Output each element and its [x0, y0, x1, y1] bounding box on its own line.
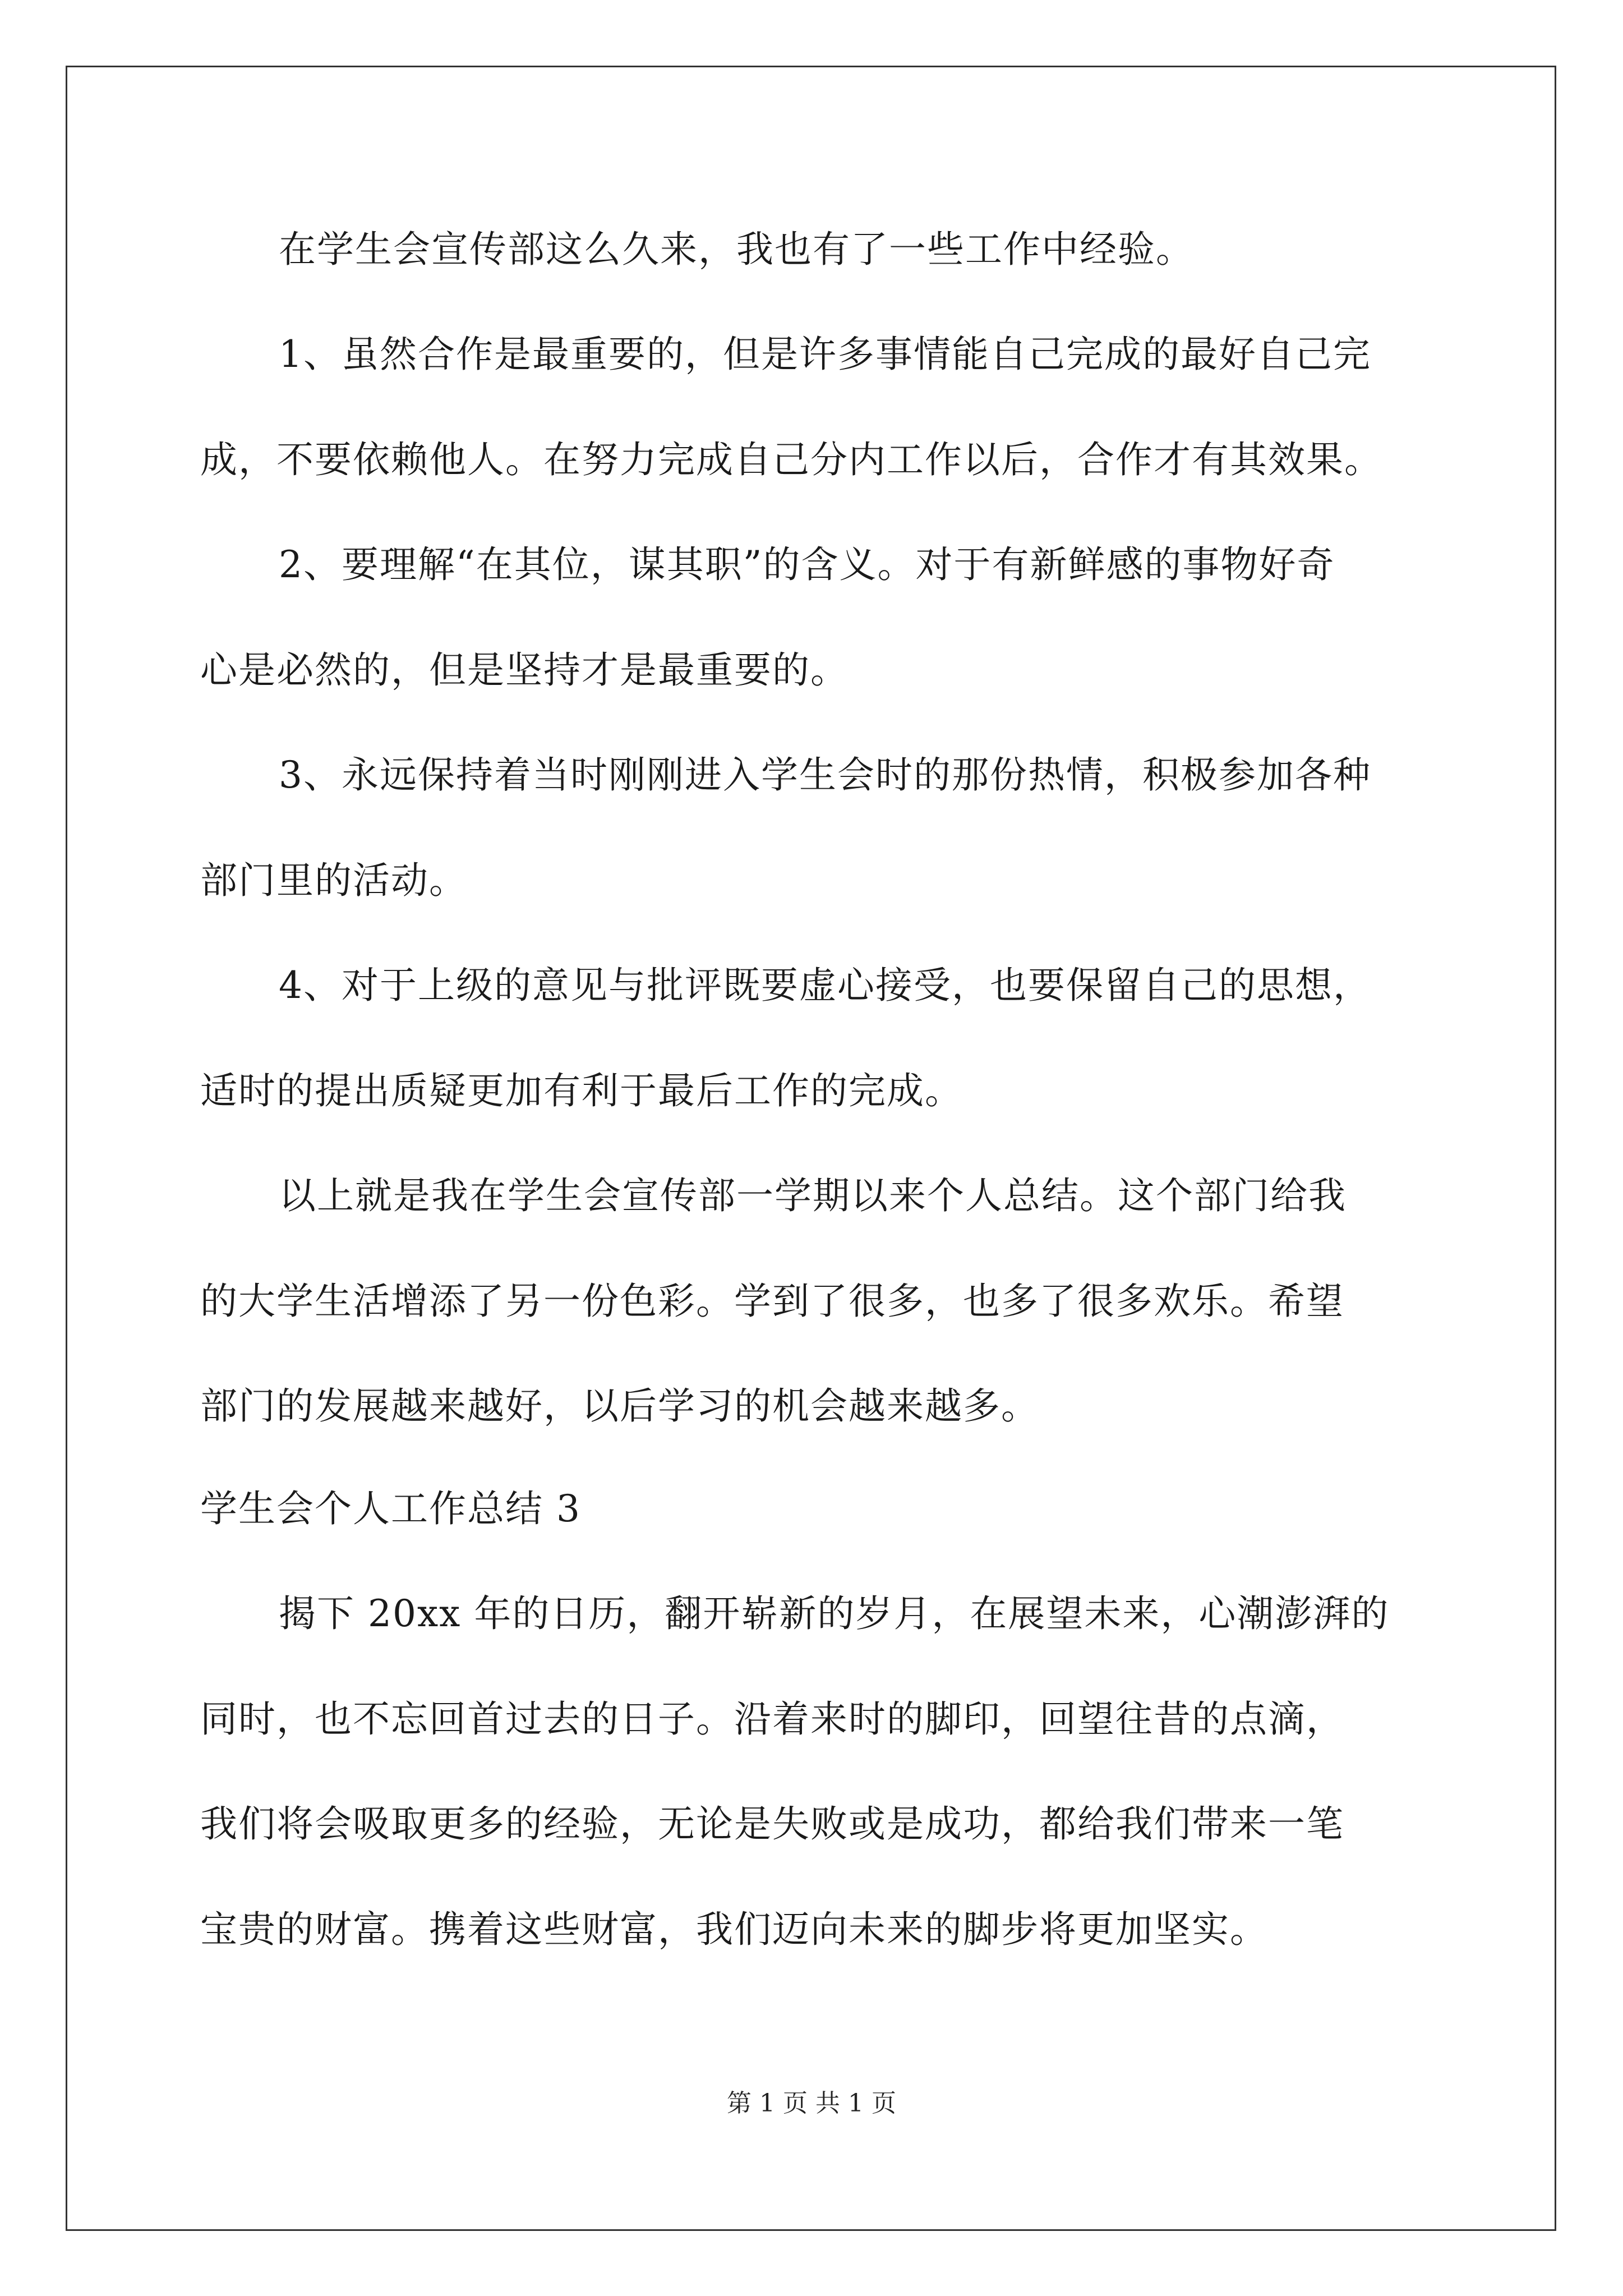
paragraph-line: 2、要理解“在其位，谋其职”的含义。对于有新鲜感的事物好奇 — [279, 543, 1335, 586]
paragraph-line: 宝贵的财富。携着这些财富，我们迈向未来的脚步将更加坚实。 — [200, 1908, 1268, 1951]
paragraph-line: 我们将会吸取更多的经验，无论是失败或是成功，都给我们带来一笔 — [200, 1802, 1344, 1846]
paragraph-line: 在学生会宣传部这么久来，我也有了一些工作中经验。 — [279, 228, 1194, 271]
section-heading: 学生会个人工作总结 3 — [200, 1487, 581, 1530]
paragraph-line: 适时的提出质疑更加有利于最后工作的完成。 — [200, 1069, 963, 1112]
paragraph-line: 1、虽然合作是最重要的，但是许多事情能自己完成的最好自己完 — [279, 333, 1371, 376]
paragraph-line: 同时，也不忘回首过去的日子。沿着来时的脚印，回望往昔的点滴， — [200, 1697, 1344, 1741]
paragraph-line: 以上就是我在学生会宣传部一学期以来个人总结。这个部门给我 — [279, 1174, 1347, 1217]
paragraph-line: 部门里的活动。 — [200, 859, 467, 902]
paragraph-line: 部门的发展越来越好，以后学习的机会越来越多。 — [200, 1384, 1039, 1428]
page-number-footer: 第 1 页 共 1 页 — [727, 2089, 896, 2118]
paragraph-line: 的大学生活增添了另一份色彩。学到了很多，也多了很多欢乐。希望 — [200, 1280, 1344, 1323]
paragraph-line: 3、永远保持着当时刚刚进入学生会时的那份热情，积极参加各种 — [279, 753, 1371, 797]
paragraph-line: 成，不要依赖他人。在努力完成自己分内工作以后，合作才有其效果。 — [200, 438, 1382, 481]
paragraph-line: 揭下 20xx 年的日历，翻开崭新的岁月，在展望未来，心潮澎湃的 — [279, 1592, 1390, 1635]
paragraph-line: 4、对于上级的意见与批评既要虚心接受，也要保留自己的思想， — [279, 964, 1371, 1007]
paragraph-line: 心是必然的，但是坚持才是最重要的。 — [200, 648, 849, 692]
